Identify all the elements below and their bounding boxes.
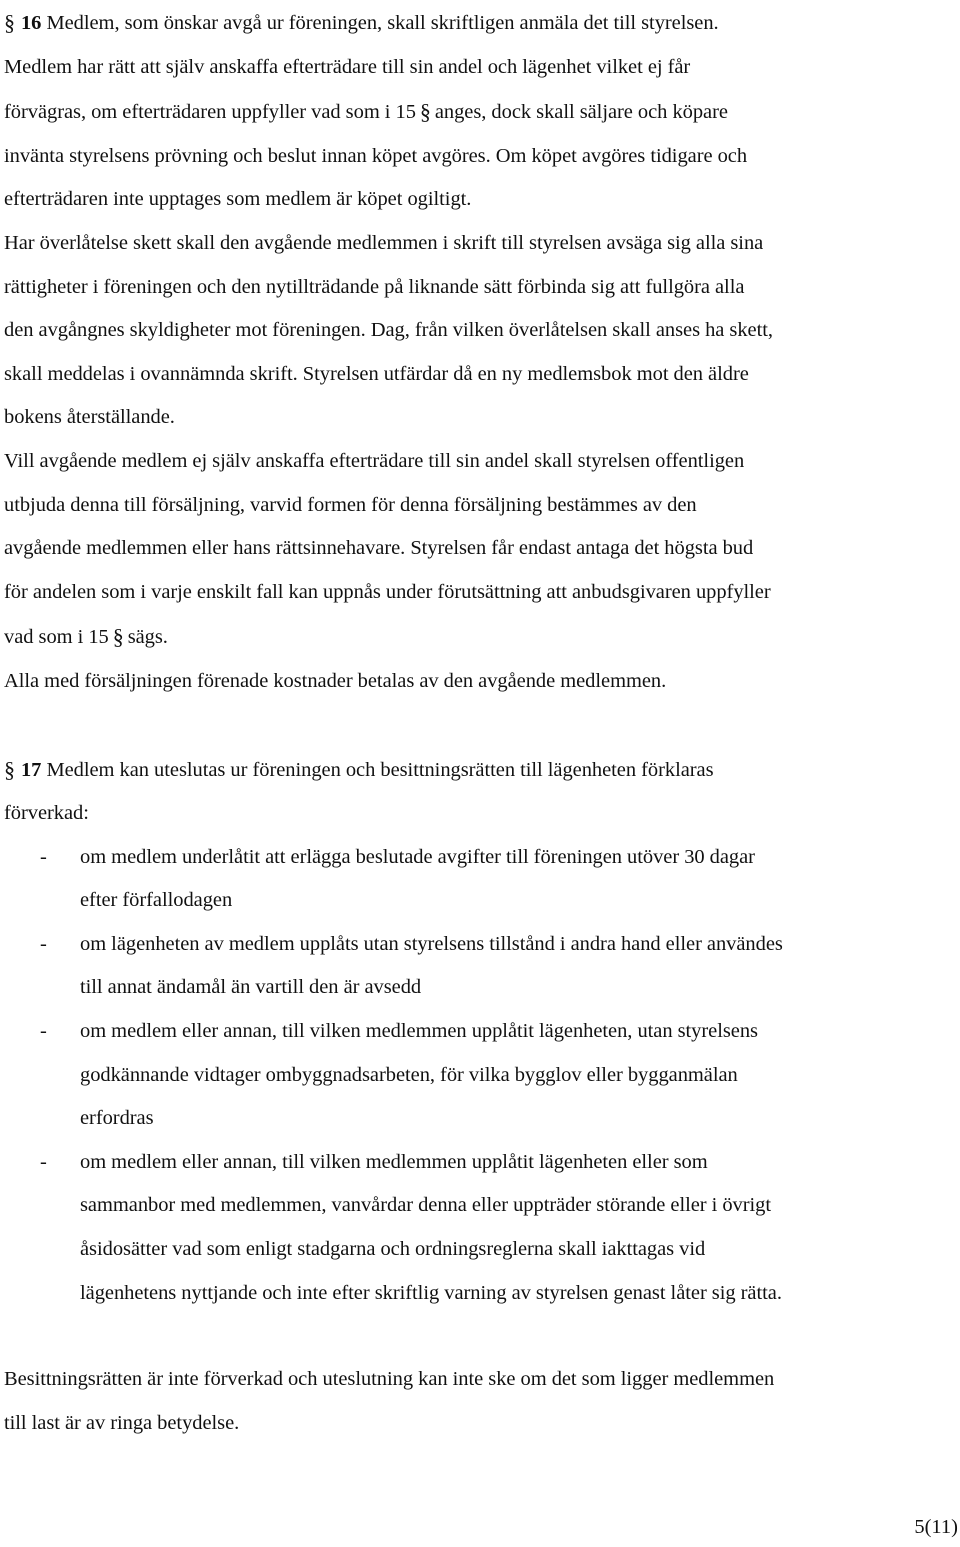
section-17-intro [4,747,960,836]
page-number: 5(11) [914,1516,958,1538]
text-segment: anges, dock skall säljare och köpare [434,101,728,124]
text-line: rättigheter i föreningen och den nytillträdande på liknande sätt förbinda sig att fullgöra alla [4,275,745,298]
text-line: till last är av ringa betydelse. [4,1411,240,1434]
text-segment: sägs. [127,626,168,649]
text-line: Besittningsrätten är inte förverkad och uteslutning kan inte ske om det som ligger medlemmen [4,1368,775,1391]
text-line: till annat ändamål än vartill den är avsedd [80,976,422,999]
text-line: för andelen som i varje enskilt fall kan uppnås under förutsättning att anbudsgivaren uppfyller [4,580,771,603]
text-line: godkännande vidtager ombyggnadsarbeten, för vilka bygglov eller bygganmälan [80,1063,738,1086]
text-line: efter förfallodagen [80,889,233,912]
section-symbol: § [419,99,431,125]
section-symbol: § [112,624,124,650]
list-item [4,836,960,923]
section-16-paragraph-4 [4,660,960,704]
section-symbol: § [4,756,15,782]
text-line: om medlem eller annan, till vilken medlemmen upplåtit lägenheten, utan styrelsens [80,1020,758,1043]
section-17-heading [4,747,960,793]
blank-line [4,704,960,747]
text-line: den avgångnes skyldigheter mot föreningen. Dag, från vilken överlåtelsen skall anses ha skett, [4,319,773,342]
list-dash: - [40,1020,47,1043]
text-line: invänta styrelsens prövning och beslut innan köpet avgöres. Om köpet avgöres tidigare och [4,144,748,167]
list-dash: - [40,1150,47,1173]
section-number: 16 [20,12,42,34]
section-symbol: § [4,10,15,35]
text-line: skall meddelas i ovannämnda skrift. Styrelsen utfärdar då en ny medlemsbok mot den äldre [4,362,749,385]
text-line: bokens återställande. [4,406,175,429]
text-line: Vill avgående medlem ej själv anskaffa efterträdare till sin andel skall styrelsen offentligen [4,449,745,472]
text-line: om medlem underlåtit att erlägga beslutade avgifter till föreningen utöver 30 dagar [80,845,755,868]
text-line [4,89,960,135]
text-line: utbjuda denna till försäljning, varvid formen för denna försäljning bestämmes av den [4,493,697,516]
text-line: Alla med försäljningen förenade kostnader betalas av den avgående medlemmen. [4,669,667,692]
text-line: Har överlåtelse skett skall den avgående medlemmen i skrift till styrelsen avsäga sig alla sina [4,231,764,254]
text-line [4,614,960,660]
section-16-paragraph-2 [4,222,960,440]
list-dash: - [40,932,47,955]
section-16-first-sentence: Medlem, som önskar avgå ur föreningen, skall skriftligen anmäla det till styrelsen. [46,12,719,34]
text-line: förverkad: [4,802,89,825]
text-line: lägenhetens nyttjande och inte efter skriftlig varning av styrelsen genast låter sig rätta. [80,1281,782,1304]
closing-paragraph [4,1358,960,1445]
text-line: åsidosätter vad som enligt stadgarna och ordningsreglerna skall iakttagas vid [80,1238,706,1261]
list-item [4,1141,960,1315]
blank-line [4,1315,960,1358]
text-line: om medlem eller annan, till vilken medlemmen upplåtit lägenheten eller som [80,1150,708,1173]
text-line: sammanbor med medlemmen, vanvårdar denna eller uppträder störande eller i övrigt [80,1194,772,1217]
list-item [4,1010,960,1141]
text-line: om lägenheten av medlem upplåts utan styrelsens tillstånd i andra hand eller användes [80,932,783,955]
section-16-heading [4,0,960,46]
text-segment: förvägras, om efterträdaren uppfyller vad som i 15 [4,101,416,124]
text-line: erfordras [80,1107,154,1130]
text-line: Medlem har rätt att själv anskaffa efterträdare till sin andel och lägenhet vilket ej får [4,55,691,78]
text-line: efterträdaren inte upptages som medlem är köpet ogiltigt. [4,188,472,211]
text-segment: vad som i 15 [4,626,109,649]
list-dash: - [40,845,47,868]
section-17-list [4,836,960,1316]
section-number: 17 [20,758,42,781]
document-page [4,0,960,1445]
section-16-paragraph-3 [4,440,960,660]
section-17-intro-text: Medlem kan uteslutas ur föreningen och besittningsrätten till lägenheten förklaras [46,758,714,781]
list-item [4,923,960,1010]
section-16-paragraph-1 [4,46,960,222]
text-line: avgående medlemmen eller hans rättsinnehavare. Styrelsen får endast antaga det högsta bud [4,537,754,560]
